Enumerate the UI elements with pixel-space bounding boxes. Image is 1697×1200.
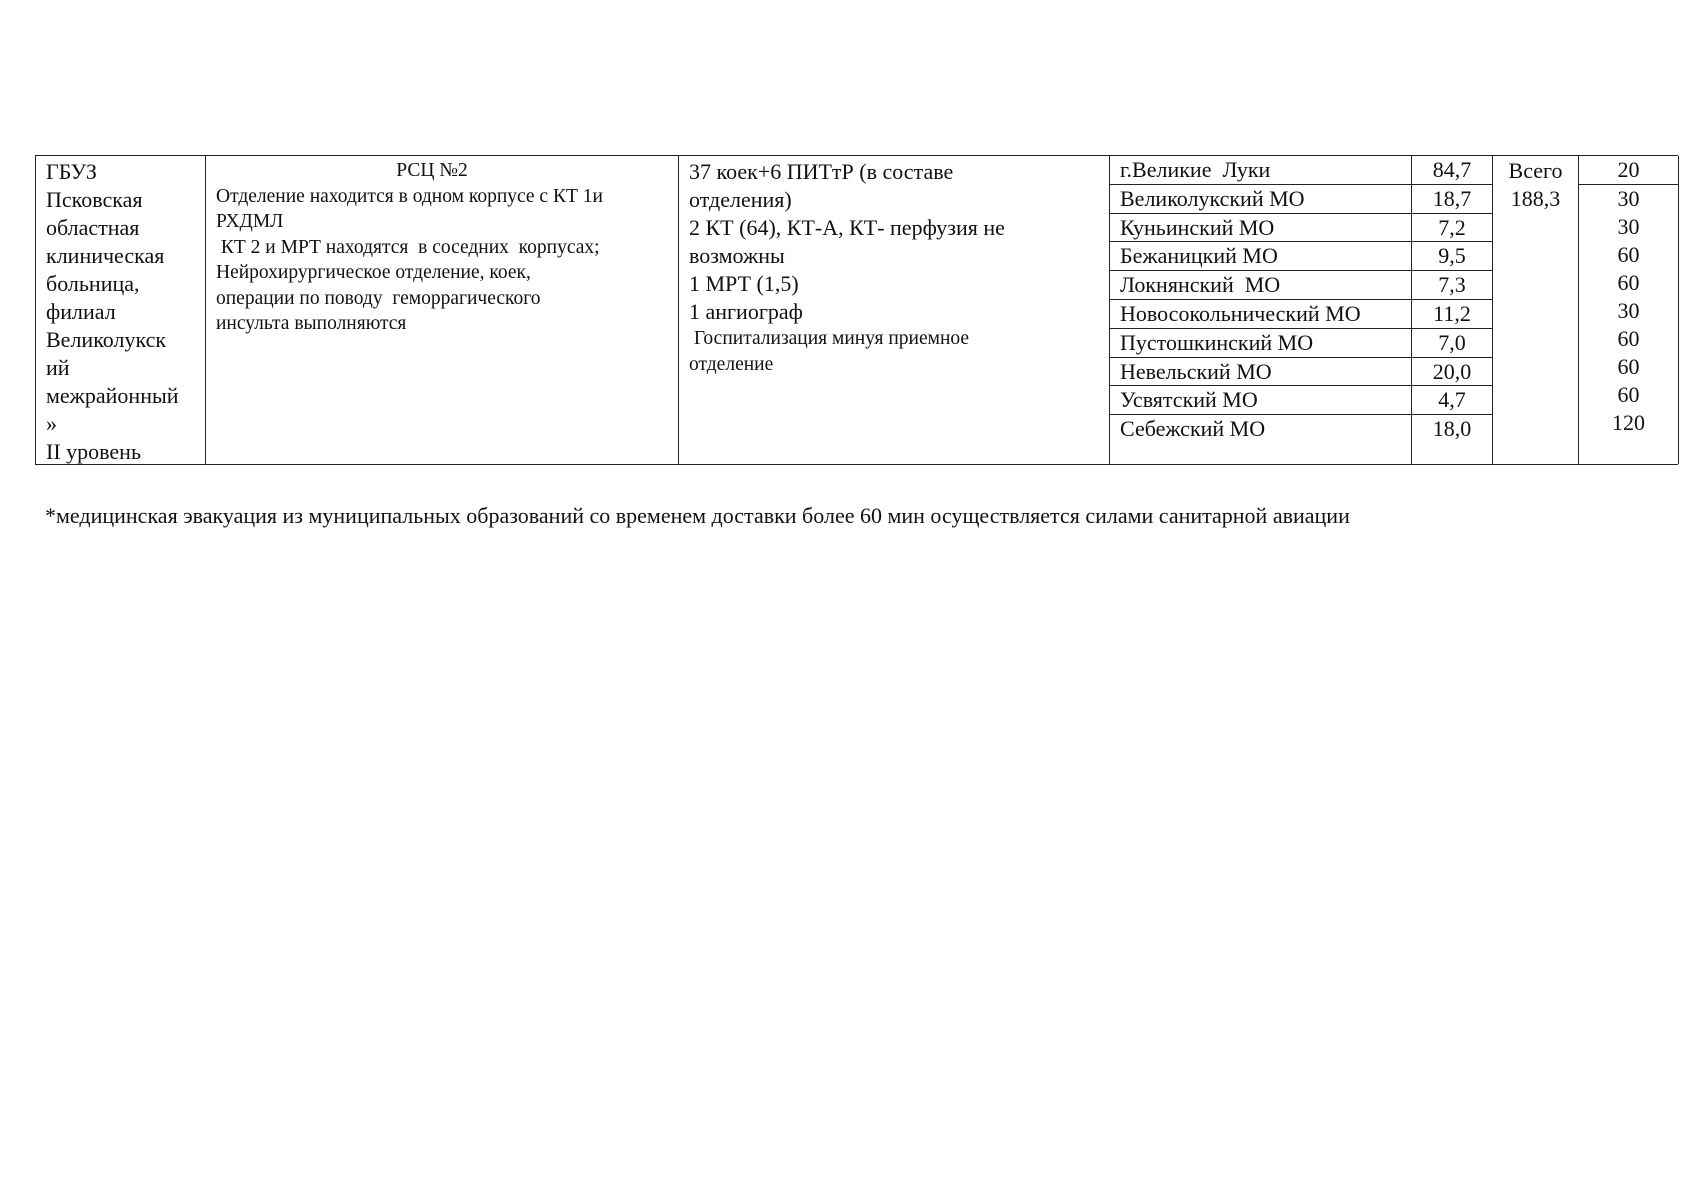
district-name: Новосокольнический МО: [1120, 300, 1361, 326]
resources-cell: [679, 156, 1110, 464]
delivery-time: 60: [1617, 381, 1640, 407]
org-line: »: [46, 411, 57, 436]
district-name: Куньинский МО: [1120, 214, 1275, 240]
delivery-time: 20: [1579, 156, 1678, 185]
population-value: 7,3: [1438, 272, 1466, 298]
org-line: клиническая: [46, 243, 165, 268]
district-name: Себежский МО: [1120, 416, 1266, 442]
delivery-time: 60: [1617, 241, 1640, 267]
district-row: [1110, 415, 1411, 444]
delivery-time-cell: [1579, 156, 1679, 464]
total-label: Всего: [1508, 158, 1563, 183]
org-line: областная: [46, 215, 140, 240]
population-row: [1412, 185, 1492, 214]
org-line: II уровень: [46, 439, 141, 464]
resource-line: 1 МРТ (1,5): [689, 271, 799, 296]
district-row: [1110, 185, 1411, 214]
org-line: филиал: [46, 299, 116, 324]
population-row: [1412, 358, 1492, 387]
district-name: Великолукский МО: [1120, 185, 1305, 211]
resource-line: 1 ангиограф: [689, 299, 803, 324]
district-row: [1110, 156, 1411, 185]
delivery-time: 60: [1617, 325, 1640, 351]
org-line: Псковская: [46, 187, 143, 212]
delivery-time: 120: [1612, 409, 1645, 435]
delivery-time: 60: [1617, 269, 1640, 295]
population-value: 20,0: [1432, 358, 1472, 384]
population-row: [1412, 415, 1492, 444]
center-line: инсульта выполняются: [216, 313, 407, 334]
population-row: [1412, 156, 1492, 185]
resource-line: возможны: [689, 243, 785, 268]
org-line: ий: [46, 355, 70, 380]
resource-line: 37 коек+6 ПИТтР (в составе: [689, 159, 954, 184]
center-line: операции по поводу геморрагического: [216, 287, 541, 309]
center-line: Нейрохирургическое отделение, коек,: [216, 262, 531, 283]
population-value: 84,7: [1432, 157, 1472, 182]
resource-line: Госпитализация минуя приемное: [689, 328, 970, 349]
district-name: Локнянский МО: [1120, 272, 1281, 298]
population-row: [1412, 242, 1492, 271]
organization-cell: [36, 156, 206, 464]
center-line: КТ 2 и МРТ находятся в соседних корпусах;: [216, 236, 600, 258]
district-name: Невельский МО: [1120, 358, 1272, 384]
district-row: [1110, 300, 1411, 329]
population-row: [1412, 386, 1492, 415]
resource-line: 2 КТ (64), КТ-А, КТ- перфузия не: [689, 215, 1005, 240]
district-row: [1110, 329, 1411, 358]
center-cell: [206, 156, 679, 464]
population-row: [1412, 271, 1492, 300]
district-name: Усвятский МО: [1120, 387, 1258, 413]
total-cell: [1493, 156, 1579, 464]
total-value: 188,3: [1510, 186, 1561, 211]
population-value: 18,7: [1432, 185, 1472, 211]
population-row: [1412, 214, 1492, 243]
population-value: 9,5: [1438, 243, 1466, 269]
district-row: [1110, 358, 1411, 387]
district-name: Пустошкинский МО: [1120, 329, 1314, 355]
district-row: [1110, 271, 1411, 300]
org-line: ГБУЗ: [46, 159, 97, 184]
delivery-time: 60: [1617, 353, 1640, 379]
population-value: 7,0: [1438, 329, 1466, 355]
district-row: [1110, 386, 1411, 415]
population-row: [1412, 300, 1492, 329]
delivery-time: 30: [1617, 213, 1640, 239]
center-line: РХДМЛ: [216, 211, 284, 232]
population-row: [1412, 329, 1492, 358]
delivery-time: 30: [1617, 297, 1640, 323]
footnote: *медицинская эвакуация из муниципальных образований со временем доставки более 60 мин осуществляется силами санитарной авиации: [45, 503, 1350, 528]
district-name: Бежаницкий МО: [1120, 243, 1278, 269]
resource-line: отделение: [689, 353, 774, 375]
population-value: 11,2: [1433, 300, 1471, 326]
center-line: Отделение находится в одном корпусе с КТ 1и: [216, 185, 603, 207]
delivery-time: 30: [1617, 185, 1640, 211]
resource-line: отделения): [689, 187, 792, 212]
routing-table: [35, 155, 1678, 465]
district-name: г.Великие Луки: [1120, 157, 1271, 182]
district-row: [1110, 214, 1411, 243]
population-value: 7,2: [1438, 214, 1466, 240]
population-value: 4,7: [1438, 387, 1466, 413]
org-line: Великолукск: [46, 327, 167, 352]
district-names-cell: [1110, 156, 1412, 464]
district-row: [1110, 242, 1411, 271]
org-line: больница,: [46, 271, 140, 296]
population-cell: [1412, 156, 1493, 464]
center-title: РСЦ №2: [396, 160, 468, 181]
org-line: межрайонный: [46, 383, 179, 408]
population-value: 18,0: [1432, 416, 1472, 442]
